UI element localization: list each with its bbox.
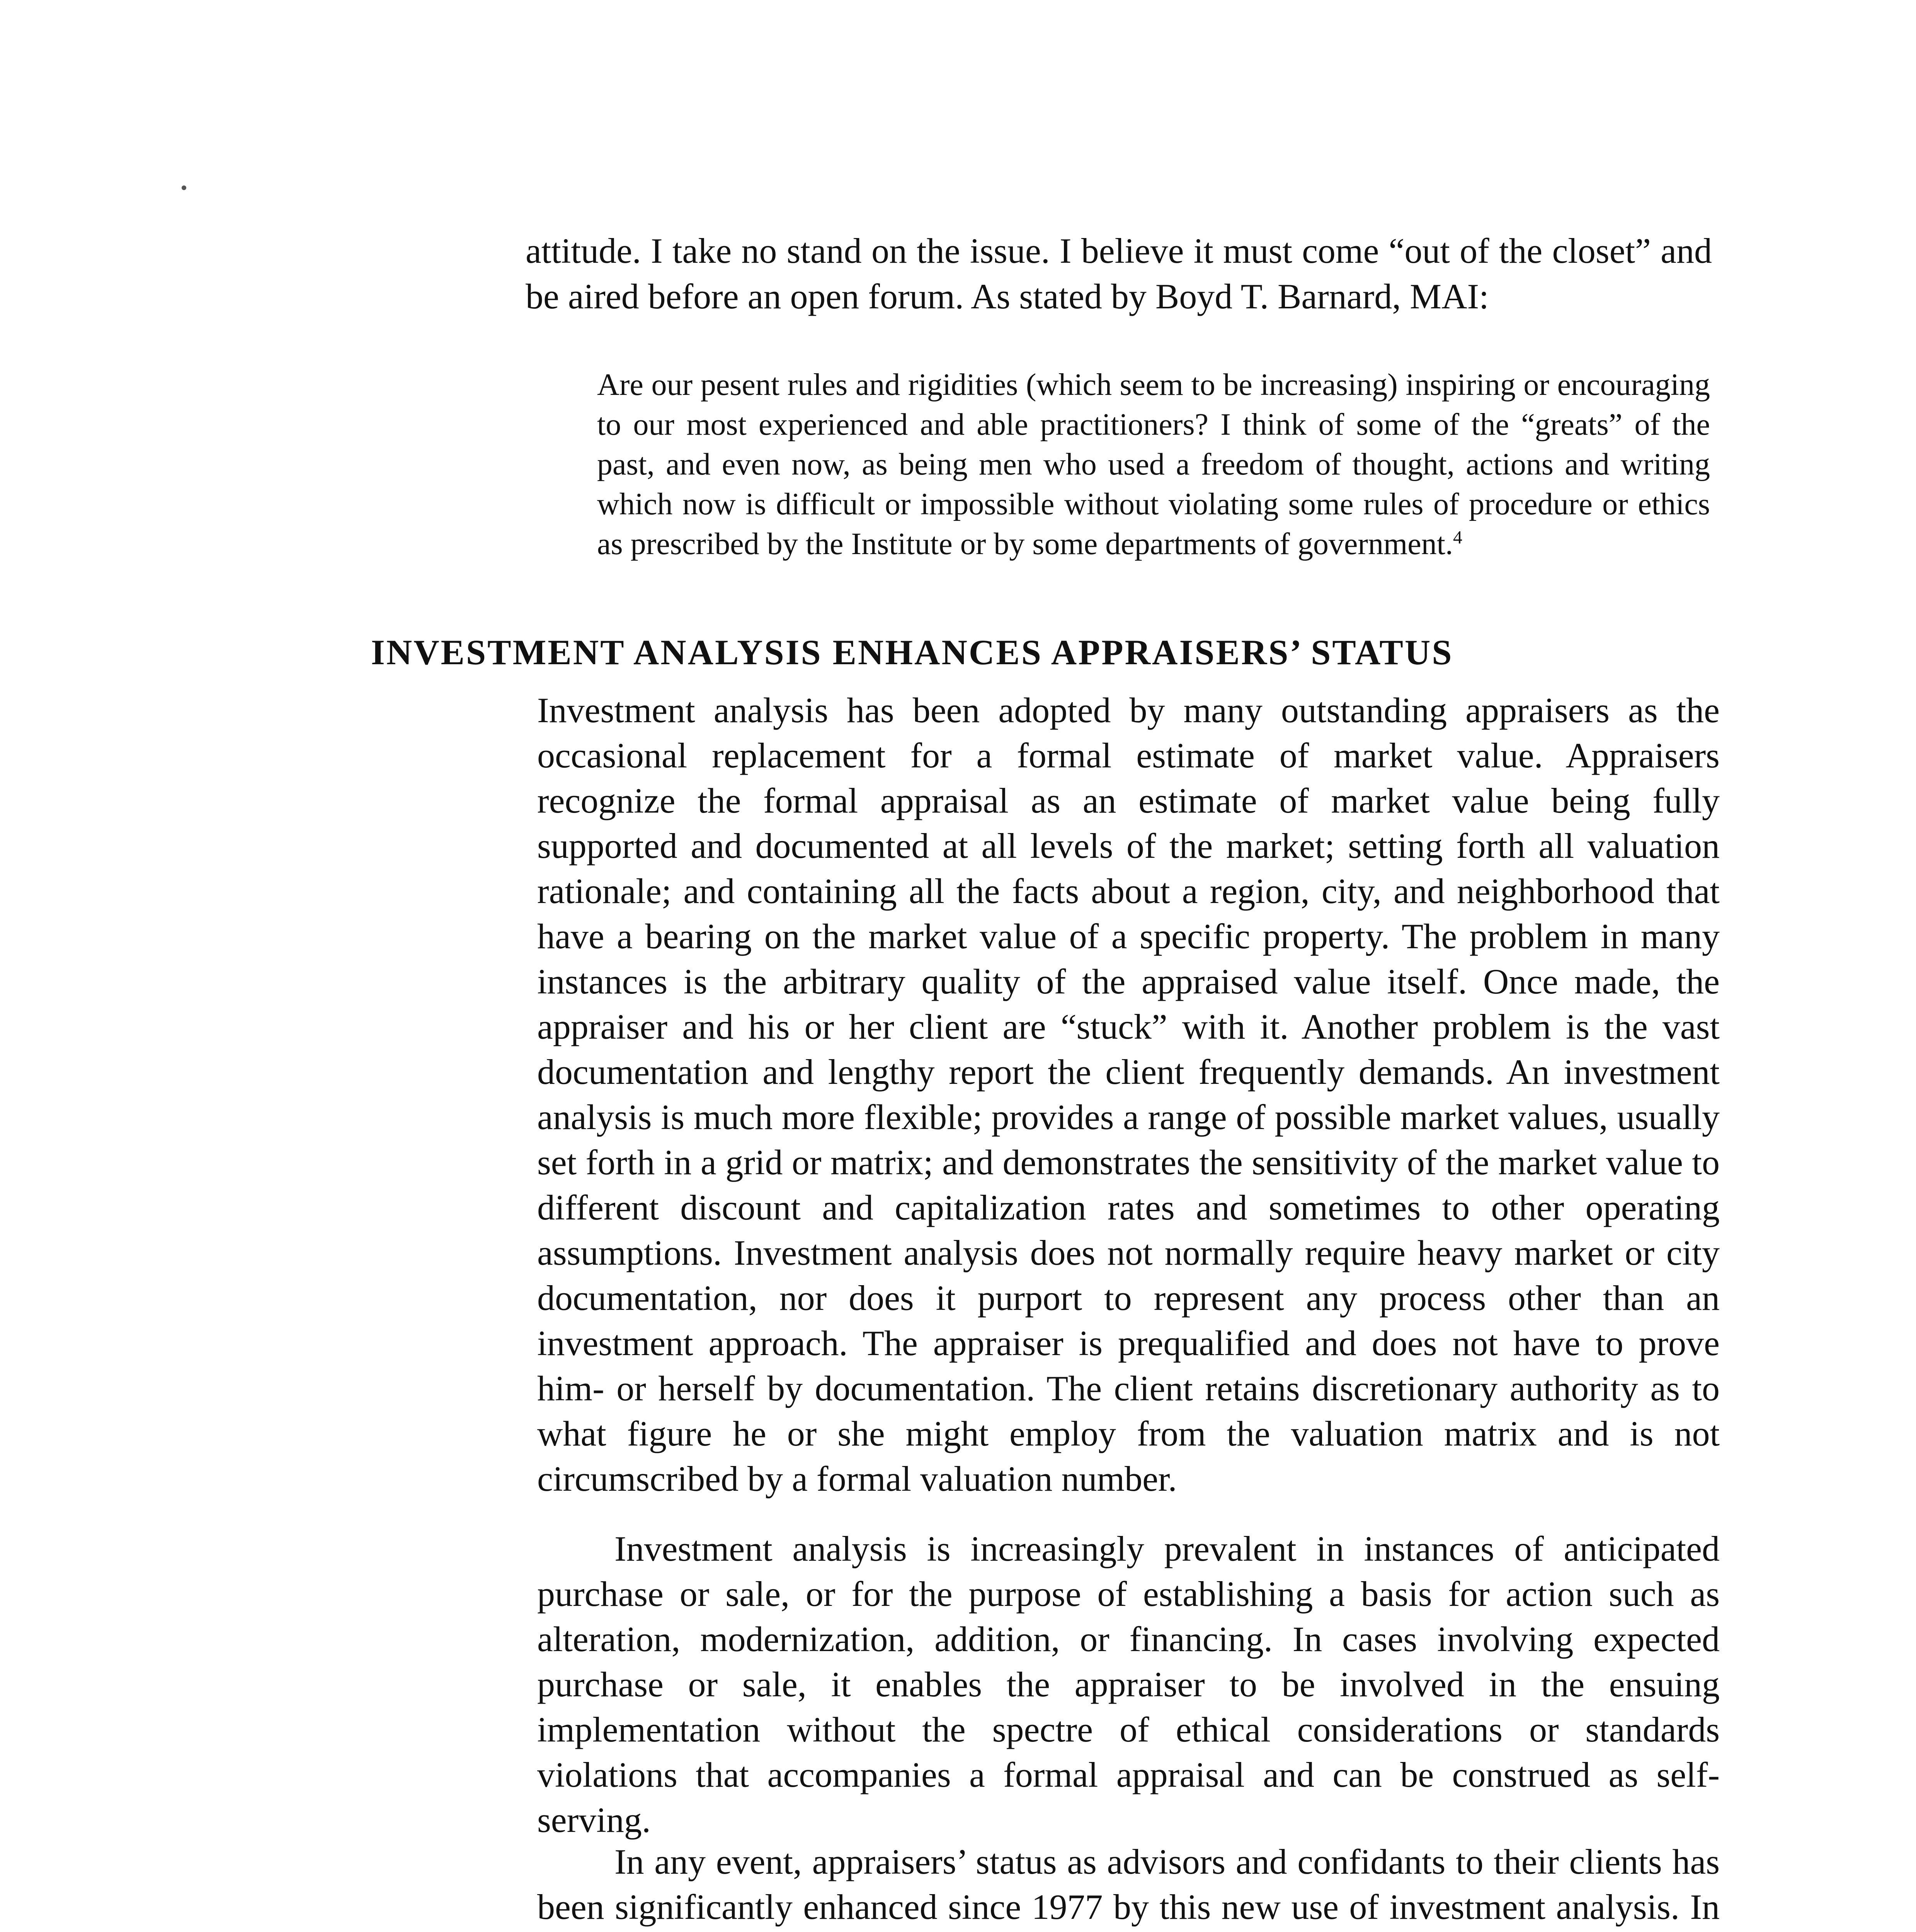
block-quote-text: Are our pesent rules and rigidities (which seem to be increasing) inspiring or encouraging to our most experienced and able practitioners? I think of some of the “greats” of the past, and even now, as being men who used a freedom of thought, actions and writing which now is difficult or impossible without violating some rules of procedure or ethics as prescribed by the Institute or by some departments of government. <box>597 368 1710 561</box>
body-paragraph-1: Investment analysis has been adopted by many outstanding appraisers as the occasional replacement for a formal estimate of market value. Appraisers recognize the formal appraisal as an estimate of market value being fully supported and documented at all levels of the market; setting forth all valuation rationale; and containing all the facts about a region, city, and neighborhood that have a bearing on the market value of a specific property. The problem in many instances is the arbitrary quality of the appraised value itself. Once made, the appraiser and his or her client are “stuck” with it. Another problem is the vast documentation and lengthy report the client frequently demands. An investment analysis is much more flexible; provides a range of possible market values, usually set forth in a grid or matrix; and demonstrates the sensitivity of the market value to different discount and capitalization rates and sometimes to other operating assumptions. Investment analysis does not normally require heavy market or city documentation, nor does it purport to represent any process other than an investment approach. The appraiser is prequalified and does not have to prove him- or herself by documentation. The client retains discretionary authority as to what figure he or she might employ from the valuation matrix and is not circumscribed by a formal valuation number. <box>537 690 1720 1498</box>
section-heading: INVESTMENT ANALYSIS ENHANCES APPRAISERS’ STATUS <box>371 633 1453 672</box>
body-paragraph-2: Investment analysis is increasingly prevalent in instances of anticipated purchase or sale, or for the purpose of establishing a basis for action such as alteration, modernization, addition, or financing. In cases involving expected purchase or sale, it enables the appraiser to be involved in the ensuing implementation without the spectre of ethical considerations or standards violations that accompanies a formal appraisal and can be construed as self-serving. <box>537 1529 1720 1840</box>
opening-paragraph: attitude. I take no stand on the issue. I believe it must come “out of the closet” and be aired before an open forum. As stated by Boyd T. Barnard, MAI: <box>526 231 1712 316</box>
footnote-ref: 4 <box>1453 527 1462 548</box>
body-paragraph-3: In any event, appraisers’ status as advisors and confidants to their clients has been significantly enhanced since 1977 by this new use of investment analysis. In <box>537 1842 1720 1927</box>
scan-speck <box>182 185 186 190</box>
block-quote <box>597 365 1710 564</box>
